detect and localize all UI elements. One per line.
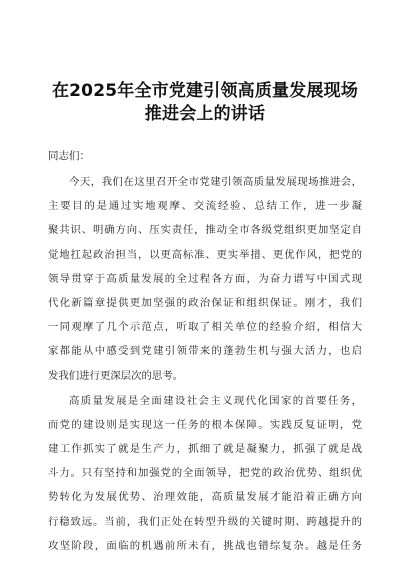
- document-title-line: 在2025年全市党建引领高质量发展现场: [51, 81, 359, 101]
- paragraph-line: 今天，我们在这里召开全市党建引领高质量发展现场推进会，: [69, 176, 362, 188]
- paragraph-line: 代化新篇章提供更加坚强的政治保证和组织保证。刚才，我们: [48, 296, 362, 309]
- paragraph-line: 聚共识、明确方向、压实责任，推动全市各级党组织更加坚定自: [48, 224, 362, 237]
- paragraph-line: 斗力。只有坚持和加强党的全面领导，把党的政治优势、组织优: [48, 467, 362, 480]
- paragraph-line: 家都能从中感受到党建引领带来的蓬勃生机与强大活力，也启: [48, 345, 362, 358]
- paragraph-line: 高质量发展是全面建设社会主义现代化国家的首要任务，: [69, 394, 362, 407]
- paragraph-line: 觉地扛起政治担当，以更高标准、更实举措、更优作风，把党的: [48, 248, 362, 261]
- paragraph-line: 主要目的是通过实地观摩、交流经验、总结工作，进一步凝: [48, 200, 362, 213]
- paragraph-line: 一同观摩了几个示范点，听取了相关单位的经验介绍，相信大: [48, 321, 362, 334]
- document-title-line: 推进会上的讲话: [144, 104, 266, 124]
- paragraph-line: 势转化为发展优势、治理效能，高质量发展才能沿着正确方向: [48, 491, 362, 504]
- paragraph: [48, 170, 362, 388]
- paragraph-line: 发我们进行更深层次的思考。: [48, 369, 184, 382]
- paragraph-line: 行稳致远。当前，我们正处在转型升级的关键时期、跨越提升的: [48, 515, 362, 528]
- document-title: [30, 80, 380, 126]
- paragraph-line: 建工作抓实了就是生产力，抓细了就是凝聚力，抓强了就是战: [48, 443, 362, 456]
- paragraph-line: 领导贯穿于高质量发展的全过程各方面，为奋力谱写中国式现: [48, 272, 362, 285]
- paragraph-line: 攻坚阶段，面临的机遇前所未有，挑战也错综复杂。越是任务: [48, 539, 362, 552]
- paragraph-line: 而党的建设则是实现这一任务的根本保障。实践反复证明，党: [48, 418, 362, 431]
- document-body: [48, 170, 362, 559]
- paragraph: [48, 389, 362, 558]
- salutation: 同志们：: [48, 150, 90, 162]
